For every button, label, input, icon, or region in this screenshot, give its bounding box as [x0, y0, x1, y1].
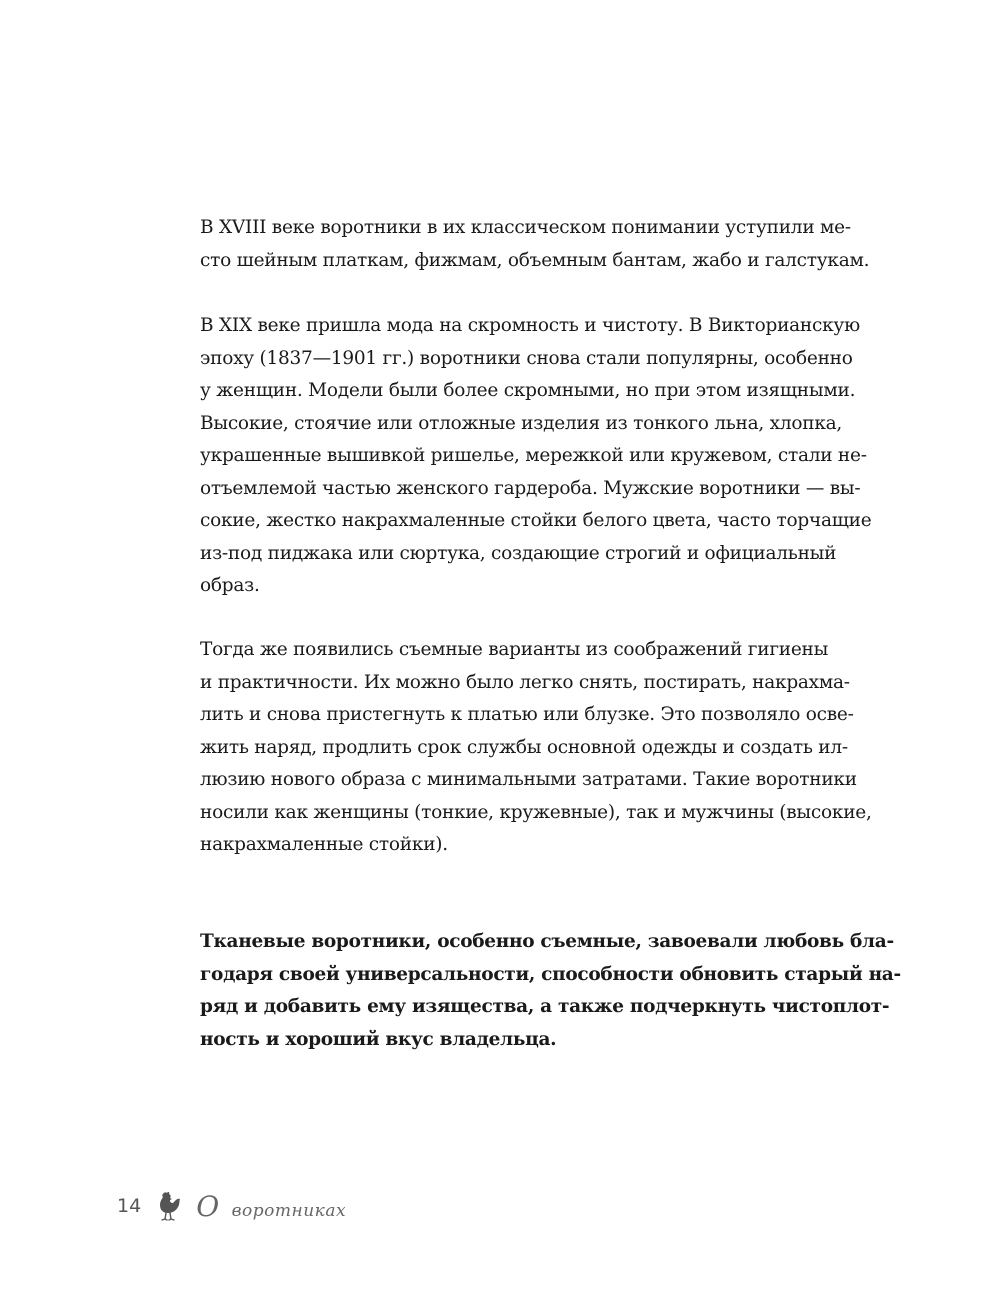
text-line: Тогда же появились съемные варианты из соображений гигиены	[200, 639, 829, 660]
text-line: из-под пиджака или сюртука, создающие строгий и официальный	[200, 542, 837, 564]
text-line: люзию нового образа с минимальными затратами. Такие воротники	[200, 769, 857, 790]
text-line: у женщин. Модели были более скромными, но при этом изящными.	[200, 380, 856, 401]
page-footer	[117, 1186, 346, 1226]
section-title-text: воротниках	[231, 1200, 347, 1221]
paragraph-19th-century	[200, 310, 872, 603]
text-line: Тканевые воротники, особенно съемные, завоевали любовь бла-	[200, 931, 894, 952]
text-line: и практичности. Их можно было легко снять, постирать, накрахма-	[200, 671, 850, 693]
text-line: жить наряд, продлить срок службы основной одежды и создать ил-	[200, 736, 848, 758]
hen-icon	[154, 1190, 182, 1222]
section-title-initial: О	[196, 1189, 220, 1223]
text-line: сто шейным платкам, фижмам, объемным бантам, жабо и галстукам.	[200, 249, 870, 271]
text-line: ность и хороший вкус владельца.	[200, 1028, 557, 1050]
text-line: В XIX веке пришла мода на скромность и чистоту. В Викторианскую	[200, 315, 860, 336]
text-line: накрахмаленные стойки).	[200, 834, 448, 855]
paragraph-18th-century	[200, 212, 870, 277]
section-title	[196, 1190, 346, 1223]
paragraph-detachable-collars	[200, 634, 872, 862]
text-line: украшенные вышивкой ришелье, мережкой или кружевом, стали не-	[200, 445, 867, 466]
text-line: лить и снова пристегнуть к платью или блузке. Это позволяло осве-	[200, 704, 854, 725]
text-line: образ.	[200, 575, 260, 596]
text-line: В XVIII веке воротники в их классическом понимании уступили ме-	[200, 217, 851, 238]
text-line: эпоху (1837—1901 гг.) воротники снова стали популярны, особенно	[200, 347, 853, 369]
paragraph-summary-bold	[200, 926, 901, 1056]
text-line: отъемлемой частью женского гардероба. Мужские воротники — вы-	[200, 477, 861, 499]
text-line: ряд и добавить ему изящества, а также подчеркнуть чистоплот-	[200, 996, 890, 1017]
text-line: годаря своей универсальности, способности обновить старый на-	[200, 963, 901, 985]
text-line: сокие, жестко накрахмаленные стойки белого цвета, часто торчащие	[200, 510, 872, 531]
text-line: Высокие, стоячие или отложные изделия из тонкого льна, хлопка,	[200, 412, 843, 434]
text-line: носили как женщины (тонкие, кружевные), так и мужчины (высокие,	[200, 801, 872, 823]
page-number: 14	[117, 1195, 142, 1217]
